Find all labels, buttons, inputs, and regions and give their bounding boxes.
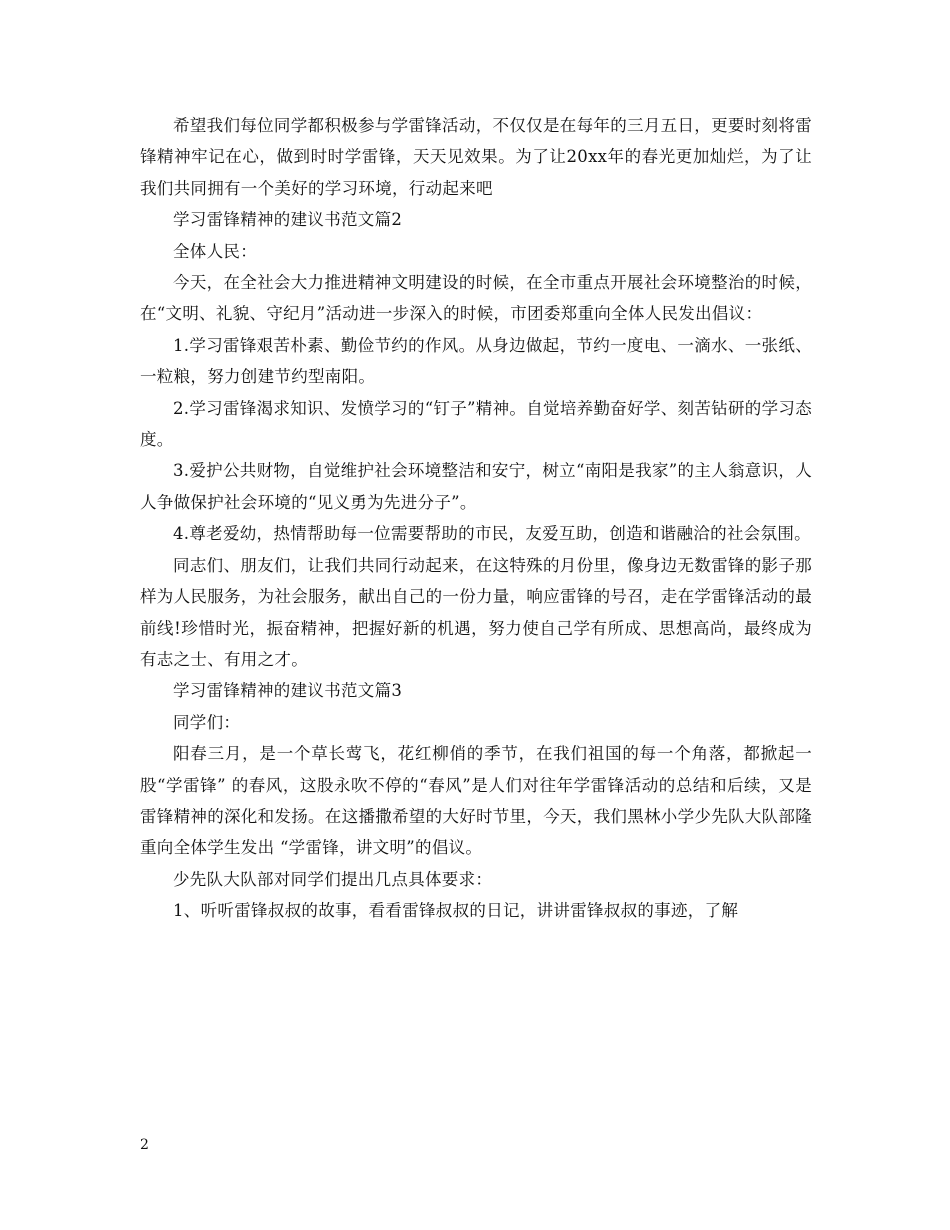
salutation-students: 同学们： [173,712,241,732]
list-item-1: 1.学习雷锋艰苦朴素、勤俭节约的作风。从身边做起，节约一度电、一滴水、一张纸、一粒粮，努力创建节约型南阳。 [140,335,812,387]
list-item-4: 4.尊老爱幼，热情帮助每一位需要帮助的市民，友爱互助，创造和谐融洽的社会氛围。 [173,524,811,544]
list-item-requirement-1: 1、听听雷锋叔叔的故事，看看雷锋叔叔的日记，讲讲雷锋叔叔的事迹，了解 [173,901,739,921]
heading-sample-3: 学习雷锋精神的建议书范文篇3 [173,681,403,701]
heading-sample-2: 学习雷锋精神的建议书范文篇2 [173,210,403,230]
document-body [140,110,812,927]
page-number: 2 [140,1137,149,1153]
paragraph-requirements-intro: 少先队大队部对同学们提出几点具体要求： [173,869,493,889]
salutation-all-people: 全体人民： [173,241,257,261]
paragraph-proposal-intro: 今天，在全社会大力推进精神文明建设的时候，在全市重点开展社会环境整治的时候，在“文明、礼貌、守纪月”活动进一步深入的时候，市团委郑重向全体人民发出倡议： [140,273,812,324]
list-item-3: 3.爱护公共财物，自觉维护社会环境整洁和安宁，树立“南阳是我家”的主人翁意识，人人争做保护社会环境的“见义勇为先进分子”。 [140,461,812,512]
paragraph-spring: 阳春三月，是一个草长莺飞，花红柳俏的季节，在我们祖国的每一个角落，都掀起一股“学雷锋” 的春风，这股永吹不停的“春风”是人们对往年学雷锋活动的总结和后续，又是雷锋精神的深化和发扬。在这播撒希望的大好时节里，今天，我们黑林小学少先队大队部隆重向全体学生发出 “学雷锋，讲文明”的倡议。 [140,744,812,858]
list-item-2: 2.学习雷锋渴求知识、发愤学习的“钉子”精神。自觉培养勤奋好学、刻苦钻研的学习态度。 [140,398,812,450]
paragraph-call-to-action: 同志们、朋友们，让我们共同行动起来，在这特殊的月份里，像身边无数雷锋的影子那样为人民服务，为社会服务，献出自己的一份力量，响应雷锋的号召，走在学雷锋活动的最前线!珍惜时光，振奋精神，把握好新的机遇，努力使自己学有所成、思想高尚，最终成为有志之士、有用之才。 [140,555,812,669]
paragraph-intro: 希望我们每位同学都积极参与学雷锋活动，不仅仅是在每年的三月五日，更要时刻将雷锋精神牢记在心，做到时时学雷锋，天天见效果。为了让20xx年的春光更加灿烂，为了让我们共同拥有一个美好的学习环境，行动起来吧 [140,116,812,198]
